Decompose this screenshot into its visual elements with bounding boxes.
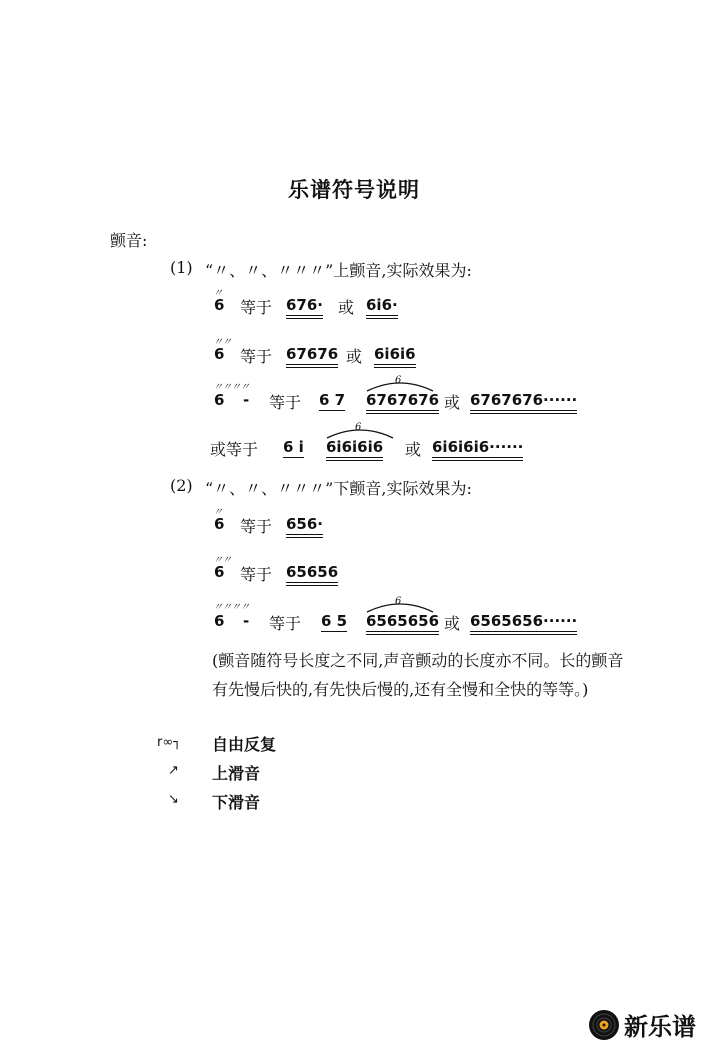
logo-text: 新乐谱 (624, 1013, 696, 1041)
s2-r2-eq: 等于 (240, 565, 273, 584)
s2-r2-note: 6 (214, 563, 225, 581)
legend-label-up-slide: 上滑音 (212, 764, 261, 783)
s2-r3-or: 或 (444, 614, 461, 633)
s1-r4-a: 6 i (283, 438, 304, 456)
s1-r3-or: 或 (444, 393, 461, 412)
s1-r2-a: 67676 (286, 345, 338, 368)
site-logo (588, 1007, 696, 1042)
s1-r1-a: 676· (286, 296, 323, 319)
s2-r3-b: 6565656 (366, 612, 439, 635)
legend-label-free-repeat: 自由反复 (212, 735, 277, 754)
page-title: 乐谱符号说明 (288, 178, 420, 202)
free-repeat-icon: r∞┐ (157, 735, 182, 750)
s1-r2-eq: 等于 (240, 347, 273, 366)
explanatory-note: (颤音随符号长度之不同,声音颤动的长度亦不同。长的颤音有先慢后快的,有先快后慢的,还有全慢和全快的等等。) (212, 651, 624, 699)
upward-slide-icon: ↗ (168, 763, 179, 778)
section-heading: 颤音: (110, 231, 148, 250)
trill-mark-icon: 〃〃〃〃 (213, 602, 249, 613)
s2-r3-dash: - (243, 612, 250, 630)
s2-r2-a: 65656 (286, 563, 338, 586)
s1-r4-pre: 或等于 (210, 440, 259, 459)
s1-r3-a: 6 7 (319, 391, 346, 409)
downward-slide-icon: ↘ (168, 792, 179, 807)
s1-r3-eq: 等于 (269, 393, 302, 412)
trill-mark-icon: 〃 (213, 288, 222, 299)
s1-r4-c: 6i6i6i6······ (432, 438, 523, 456)
s1-r1-eq: 等于 (240, 298, 273, 317)
s1-label: (1) (170, 258, 193, 277)
legend-label-down-slide: 下滑音 (212, 793, 261, 812)
s1-r2-note: 6 (214, 345, 225, 363)
s1-r3-c: 6767676······ (470, 391, 577, 409)
vinyl-record-icon (588, 1009, 620, 1041)
s1-r1-b: 6i6· (366, 296, 398, 319)
s1-r1-note: 6 (214, 296, 225, 314)
s1-r3-b: 6767676 (366, 391, 439, 414)
s2-intro: “〃、〃、〃〃〃”下颤音,实际效果为: (205, 479, 472, 498)
s2-r1-a: 656· (286, 515, 323, 538)
tuplet-number: 6 (395, 375, 402, 386)
trill-mark-icon: 〃〃〃〃 (213, 382, 249, 393)
tuplet-number: 6 (395, 596, 402, 607)
s2-r3-eq: 等于 (269, 614, 302, 633)
trill-mark-icon: 〃〃 (213, 555, 231, 566)
s1-r4-b: 6i6i6i6 (326, 438, 383, 461)
s1-r4-or: 或 (405, 440, 422, 459)
s2-r1-note: 6 (214, 515, 225, 533)
trill-mark-icon: 〃 (213, 507, 222, 518)
s1-r3-dash: - (243, 391, 250, 409)
s1-r2-b: 6i6i6 (374, 345, 416, 368)
s2-r3-c: 6565656······ (470, 612, 577, 630)
s1-r1-or: 或 (338, 298, 355, 317)
trill-mark-icon: 〃〃 (213, 337, 231, 348)
s2-r3-note: 6 (214, 612, 225, 630)
s2-label: (2) (170, 476, 193, 495)
s1-r3-note: 6 (214, 391, 225, 409)
s1-intro: “〃、〃、〃〃〃”上颤音,实际效果为: (205, 261, 472, 280)
s1-r2-or: 或 (346, 347, 363, 366)
s2-r3-a: 6 5 (321, 612, 348, 630)
tuplet-number: 6 (355, 422, 362, 433)
s2-r1-eq: 等于 (240, 517, 273, 536)
